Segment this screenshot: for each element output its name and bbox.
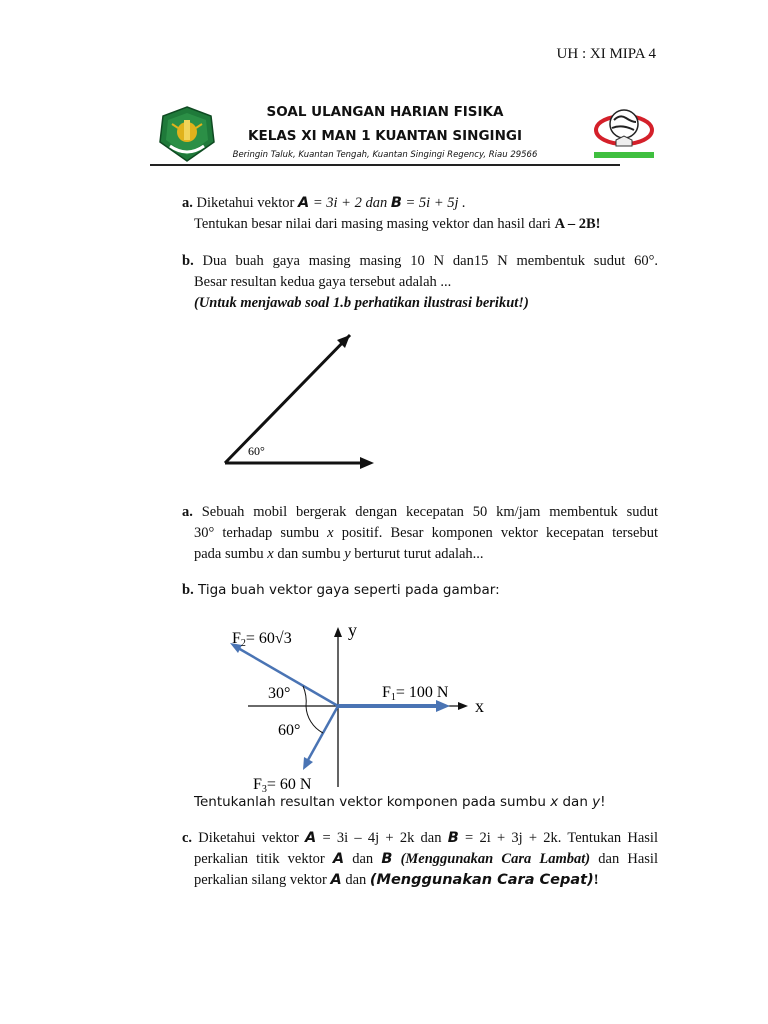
school-address: Beringin Taluk, Kuantan Tengah, Kuantan Singingi Regency, Riau 29566 [232,150,538,160]
item-letter: a. [182,504,193,520]
item-letter: b. [182,582,194,598]
vector-b-symbol: B [390,195,402,211]
school-logo [592,100,656,162]
question-1a: a. Diketahui vektor A = 3i + 2 dan B = 5i + 5j . Tentukan besar nilai dari masing masing vektor dan hasil dari A – 2B! [182,195,601,232]
angle-label-60: 60° [278,722,301,739]
angle-arc-30 [303,686,306,706]
class-title: KELAS XI MAN 1 KUANTAN SINGINGI [248,128,522,144]
angle-arc-60 [306,706,323,733]
force-vector-upper [225,335,350,463]
x-axis-label: x [475,696,484,716]
angle-label-30: 30° [268,685,291,702]
question-2c: c. Diketahui vektor A = 3i – 4j + 2k dan B = 2i + 3j + 2k. Tentukan Hasil perkalian titik vektor A dan B (Menggunakan Cara Lambat) dan Hasil perkalian silang vektor A dan (Menggunakan Cara Cepat)! [182,830,658,888]
figure-three-forces [220,615,510,795]
class-label: UH : XI MIPA 4 [556,46,656,62]
item-letter: a. [182,195,193,211]
item-letter: c. [182,830,193,846]
force-f1-arrowhead [436,700,450,712]
force-f1-label: F1= 100 N [382,684,449,703]
header-divider [150,164,620,166]
arrowhead-horizontal [360,457,374,469]
x-axis-arrowhead [458,702,468,710]
exam-title: SOAL ULANGAN HARIAN FISIKA [266,104,504,120]
question-2b: b. Tiga buah vektor gaya seperti pada gambar: [182,582,500,598]
vector-a-symbol: A [297,195,310,211]
angle-label-60: 60° [248,444,265,458]
y-axis-label: y [348,620,357,640]
figure-two-forces [200,320,400,480]
y-axis-arrowhead [334,627,342,637]
question-2b-instruction: Tentukanlah resultan vektor komponen pada sumbu x dan y! [194,794,606,810]
force-f2-label: F2= 60√3 [232,630,292,649]
force-f3-label: F3= 60 N [253,776,312,795]
question-2a: a. Sebuah mobil bergerak dengan kecepatan 50 km/jam membentuk sudut 30° terhadap sumbu x positif. Besar komponen vektor kecepatan tersebut pada sumbu x dan sumbu y berturut turut adalah... [182,504,658,562]
figure-instruction: (Untuk menjawab soal 1.b perhatikan ilustrasi berikut!) [194,295,529,311]
question-1b: b. Dua buah gaya masing masing 10 N dan15 N membentuk sudut 60°. Besar resultan kedua gaya tersebut adalah ... (Untuk menjawab soal 1.b perhatikan ilustrasi berikut!) [182,251,658,314]
item-letter: b. [182,253,194,269]
